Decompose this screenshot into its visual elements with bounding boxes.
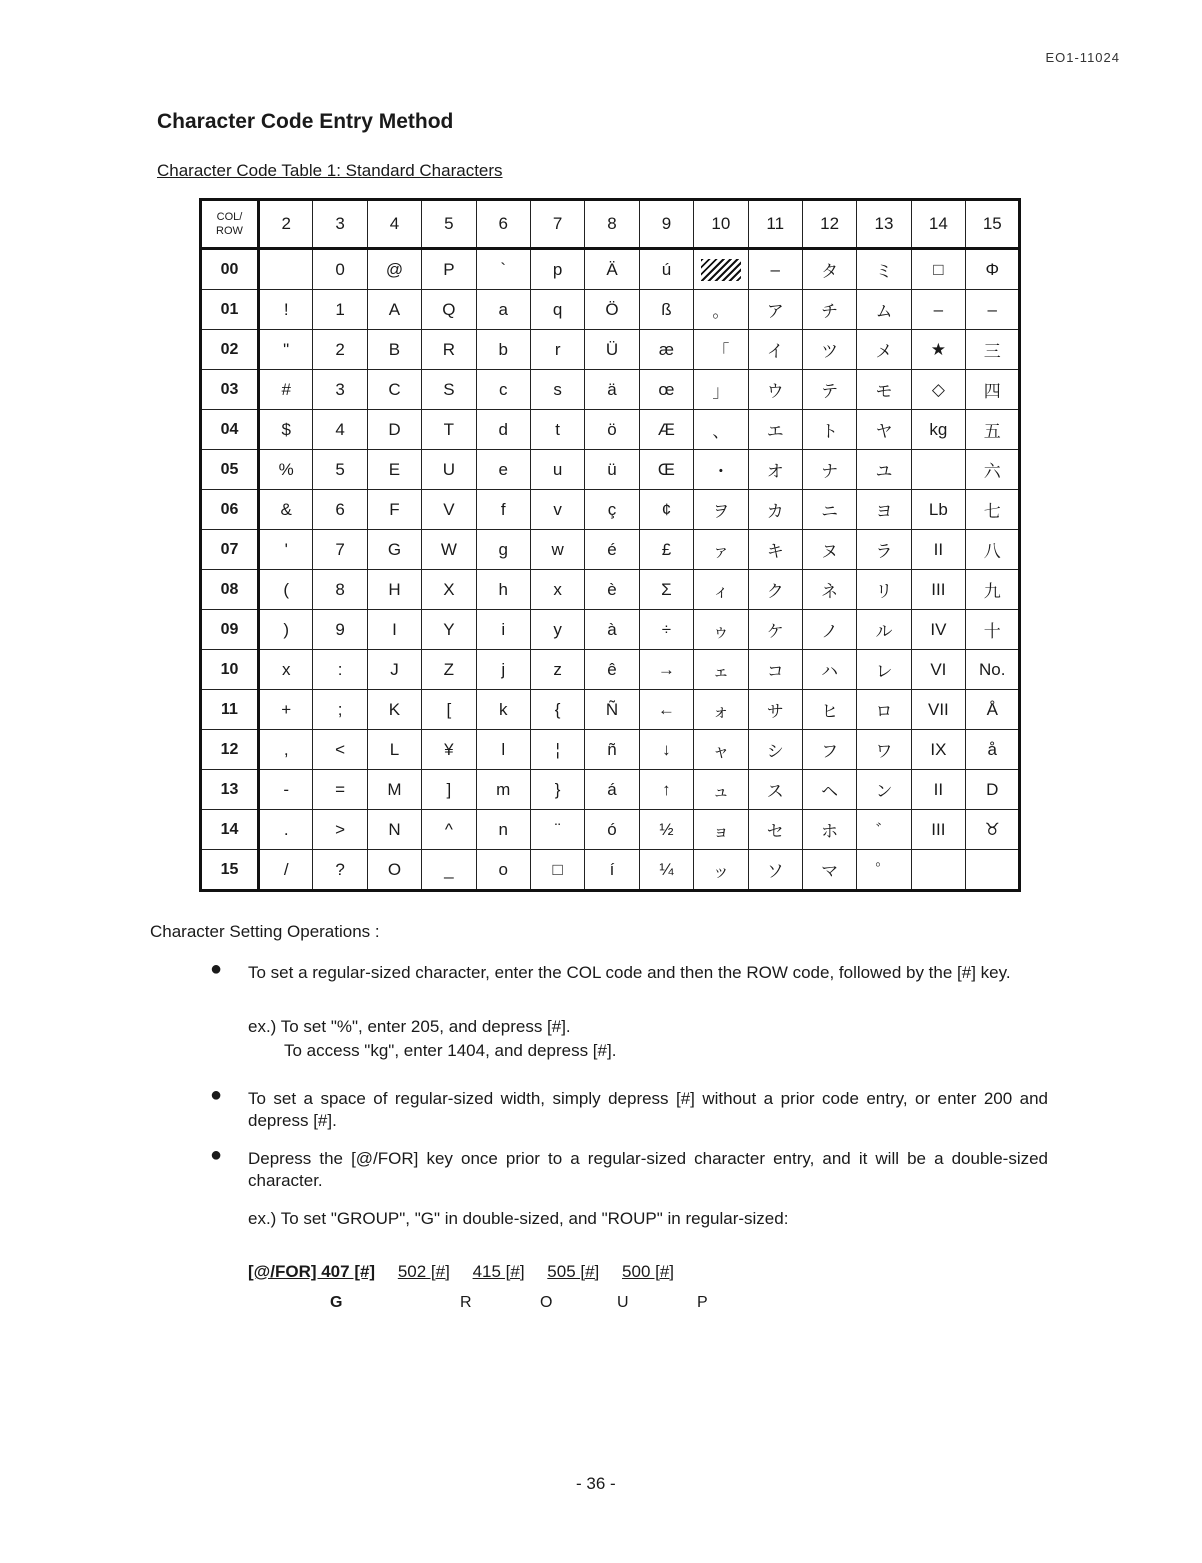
code-cell: No. [966, 650, 1020, 690]
code-cell: N [367, 810, 421, 850]
result-letter-r: R [460, 1294, 472, 1311]
code-cell: a [476, 290, 530, 330]
code-cell: レ [857, 650, 911, 690]
row-header: 10 [201, 650, 259, 690]
code-cell: K [367, 690, 421, 730]
code-cell: ) [259, 610, 313, 650]
code-cell: ル [857, 610, 911, 650]
bullet-icon: ● [210, 1144, 223, 1166]
code-cell: " [259, 330, 313, 370]
table-row [201, 370, 1020, 410]
code-cell: 7 [313, 530, 367, 570]
code-cell: ! [259, 290, 313, 330]
code-cell: ¼ [639, 850, 693, 891]
code-cell: 九 [966, 570, 1020, 610]
code-cell: ] [422, 770, 476, 810]
code-cell: Ü [585, 330, 639, 370]
code-cell: ツ [802, 330, 856, 370]
row-header: 11 [201, 690, 259, 730]
table-row [201, 410, 1020, 450]
code-cell: チ [802, 290, 856, 330]
code-cell: l [476, 730, 530, 770]
code-cell: ス [748, 770, 802, 810]
code-cell: サ [748, 690, 802, 730]
row-header: 02 [201, 330, 259, 370]
code-cell: ä [585, 370, 639, 410]
code-cell: & [259, 490, 313, 530]
code-cell: > [313, 810, 367, 850]
code-cell: ・ [694, 450, 748, 490]
code-cell: ホ [802, 810, 856, 850]
page-title: Character Code Entry Method [157, 110, 454, 133]
code-cell: ャ [694, 730, 748, 770]
code-cell: z [530, 650, 584, 690]
code-cell: H [367, 570, 421, 610]
column-header: 4 [367, 200, 421, 249]
code-cell: W [422, 530, 476, 570]
code-cell: 3 [313, 370, 367, 410]
code-cell: b [476, 330, 530, 370]
code-cell: ゜ [857, 850, 911, 891]
code-cell [694, 249, 748, 290]
code-cell: ê [585, 650, 639, 690]
bullet-text-1: To set a regular-sized character, enter the COL code and then the ROW code, followed by the [#] key. [248, 963, 1011, 982]
column-header: 7 [530, 200, 584, 249]
code-cell: c [476, 370, 530, 410]
code-cell: Ñ [585, 690, 639, 730]
code-cell: ヌ [802, 530, 856, 570]
code-cell: G [367, 530, 421, 570]
column-header: 9 [639, 200, 693, 249]
code-cell: ← [639, 690, 693, 730]
code-cell: œ [639, 370, 693, 410]
character-code-table [199, 198, 1021, 892]
code-cell: ソ [748, 850, 802, 891]
code-cell: h [476, 570, 530, 610]
code-cell: IX [911, 730, 965, 770]
code-cell: í [585, 850, 639, 891]
section-heading: Character Setting Operations : [150, 922, 380, 941]
code-cell: Å [966, 690, 1020, 730]
corner-label: COL/ ROW [201, 200, 259, 249]
code-cell: ↑ [639, 770, 693, 810]
example-1-line-2: To access "kg", enter 1404, and depress [#]. [284, 1041, 617, 1060]
table-row [201, 570, 1020, 610]
code-cell: £ [639, 530, 693, 570]
row-header: 15 [201, 850, 259, 891]
code-cell: r [530, 330, 584, 370]
code-cell: マ [802, 850, 856, 891]
code-cell: ◇ [911, 370, 965, 410]
code-cell: Æ [639, 410, 693, 450]
code-cell: n [476, 810, 530, 850]
table-row [201, 850, 1020, 891]
code-cell: P [422, 249, 476, 290]
column-header: 12 [802, 200, 856, 249]
code-cell: ッ [694, 850, 748, 891]
page-number: - 36 - [576, 1474, 616, 1493]
bullet-text-2: To set a space of regular-sized width, simply depress [#] without a prior code entry, or enter 200 and depress [#]. [248, 1089, 1048, 1130]
code-cell: ★ [911, 330, 965, 370]
code-cell: J [367, 650, 421, 690]
code-cell: ウ [748, 370, 802, 410]
table-row [201, 249, 1020, 290]
code-cell: ' [259, 530, 313, 570]
code-cell: æ [639, 330, 693, 370]
result-letter-u: U [617, 1294, 629, 1311]
sequence-step-5: 500 [#] [622, 1262, 675, 1281]
code-cell [911, 850, 965, 891]
code-cell: T [422, 410, 476, 450]
table-row [201, 770, 1020, 810]
hatched-block-icon [701, 259, 741, 281]
table-row [201, 610, 1020, 650]
table-row [201, 490, 1020, 530]
code-cell: = [313, 770, 367, 810]
code-cell: I [367, 610, 421, 650]
row-header: 08 [201, 570, 259, 610]
code-cell: m [476, 770, 530, 810]
code-cell: U [422, 450, 476, 490]
code-cell: . [259, 810, 313, 850]
code-cell: ワ [857, 730, 911, 770]
code-cell: ゛ [857, 810, 911, 850]
code-cell: VII [911, 690, 965, 730]
row-header: 14 [201, 810, 259, 850]
code-cell: kg [911, 410, 965, 450]
code-cell: i [476, 610, 530, 650]
code-cell: ム [857, 290, 911, 330]
code-cell: ¨ [530, 810, 584, 850]
code-cell: ヒ [802, 690, 856, 730]
code-cell: d [476, 410, 530, 450]
code-cell: ロ [857, 690, 911, 730]
code-cell: ^ [422, 810, 476, 850]
code-cell: 2 [313, 330, 367, 370]
code-cell: ♉ [966, 810, 1020, 850]
code-cell: _ [422, 850, 476, 891]
code-cell: å [966, 730, 1020, 770]
code-cell: + [259, 690, 313, 730]
code-cell: ↓ [639, 730, 693, 770]
code-cell: Lb [911, 490, 965, 530]
code-cell: 」 [694, 370, 748, 410]
code-cell: ォ [694, 690, 748, 730]
table-row [201, 330, 1020, 370]
code-cell: モ [857, 370, 911, 410]
code-cell: u [530, 450, 584, 490]
code-cell: á [585, 770, 639, 810]
column-header: 8 [585, 200, 639, 249]
table-row [201, 650, 1020, 690]
code-cell: – [966, 290, 1020, 330]
code-cell: タ [802, 249, 856, 290]
code-cell: à [585, 610, 639, 650]
code-cell: ½ [639, 810, 693, 850]
code-cell: O [367, 850, 421, 891]
code-cell: e [476, 450, 530, 490]
code-cell: R [422, 330, 476, 370]
code-cell: ú [639, 249, 693, 290]
result-letter-o: O [540, 1294, 553, 1311]
code-cell: カ [748, 490, 802, 530]
code-cell: → [639, 650, 693, 690]
code-cell: # [259, 370, 313, 410]
code-cell: ノ [802, 610, 856, 650]
code-cell: j [476, 650, 530, 690]
code-cell: ン [857, 770, 911, 810]
code-cell: ¢ [639, 490, 693, 530]
code-cell: ニ [802, 490, 856, 530]
result-letter-g: G [330, 1294, 343, 1311]
bullet-icon: ● [210, 1084, 223, 1106]
column-header: 2 [259, 200, 313, 249]
code-cell: III [911, 570, 965, 610]
code-cell: ハ [802, 650, 856, 690]
code-cell: Ö [585, 290, 639, 330]
table-row [201, 450, 1020, 490]
code-cell: – [748, 249, 802, 290]
code-cell: 、 [694, 410, 748, 450]
table-row [201, 730, 1020, 770]
code-cell: Φ [966, 249, 1020, 290]
row-header: 07 [201, 530, 259, 570]
code-cell: 4 [313, 410, 367, 450]
code-cell: < [313, 730, 367, 770]
result-letter-p: P [697, 1294, 708, 1311]
column-header: 3 [313, 200, 367, 249]
code-cell: 十 [966, 610, 1020, 650]
code-cell: オ [748, 450, 802, 490]
code-cell: エ [748, 410, 802, 450]
row-header: 13 [201, 770, 259, 810]
code-cell: ア [748, 290, 802, 330]
table-row [201, 690, 1020, 730]
code-cell: メ [857, 330, 911, 370]
code-cell: ュ [694, 770, 748, 810]
code-cell: Œ [639, 450, 693, 490]
code-cell: [ [422, 690, 476, 730]
table-row [201, 290, 1020, 330]
code-cell: 七 [966, 490, 1020, 530]
code-cell: □ [911, 249, 965, 290]
code-cell: ÷ [639, 610, 693, 650]
column-header: 13 [857, 200, 911, 249]
code-cell: v [530, 490, 584, 530]
code-cell: ; [313, 690, 367, 730]
sequence-step-3: 415 [#] [472, 1262, 525, 1281]
code-cell: ? [313, 850, 367, 891]
code-cell: ó [585, 810, 639, 850]
code-cell: テ [802, 370, 856, 410]
row-header: 01 [201, 290, 259, 330]
table-title: Character Code Table 1: Standard Characters [157, 161, 503, 180]
code-cell: ¥ [422, 730, 476, 770]
column-header: 6 [476, 200, 530, 249]
code-cell: p [530, 249, 584, 290]
code-cell: } [530, 770, 584, 810]
bullet-icon: ● [210, 958, 223, 980]
code-cell: □ [530, 850, 584, 891]
code-cell: ` [476, 249, 530, 290]
code-cell: 0 [313, 249, 367, 290]
code-cell: IV [911, 610, 965, 650]
code-cell: ィ [694, 570, 748, 610]
code-cell: 六 [966, 450, 1020, 490]
code-cell: C [367, 370, 421, 410]
code-cell: セ [748, 810, 802, 850]
code-cell: ケ [748, 610, 802, 650]
code-cell [966, 850, 1020, 891]
code-cell: ゥ [694, 610, 748, 650]
column-header: 5 [422, 200, 476, 249]
bullet-text-3: Depress the [@/FOR] key once prior to a regular-sized character entry, and it will be a double-sized character. [248, 1149, 1048, 1190]
code-cell: フ [802, 730, 856, 770]
code-cell: é [585, 530, 639, 570]
row-header: 09 [201, 610, 259, 650]
code-cell: w [530, 530, 584, 570]
code-cell: s [530, 370, 584, 410]
code-cell: 四 [966, 370, 1020, 410]
code-cell: $ [259, 410, 313, 450]
column-header: 15 [966, 200, 1020, 249]
code-cell: D [966, 770, 1020, 810]
table-header-row [201, 200, 1020, 249]
code-cell: 八 [966, 530, 1020, 570]
column-header: 11 [748, 200, 802, 249]
code-cell: シ [748, 730, 802, 770]
example-2: ex.) To set "GROUP", "G" in double-sized, and "ROUP" in regular-sized: [248, 1209, 789, 1228]
code-cell: t [530, 410, 584, 450]
code-cell: キ [748, 530, 802, 570]
code-cell: B [367, 330, 421, 370]
code-cell: ク [748, 570, 802, 610]
column-header: 14 [911, 200, 965, 249]
code-cell: ヤ [857, 410, 911, 450]
table-row [201, 810, 1020, 850]
code-cell: - [259, 770, 313, 810]
code-cell: { [530, 690, 584, 730]
code-cell: V [422, 490, 476, 530]
code-cell: , [259, 730, 313, 770]
code-cell [259, 249, 313, 290]
code-cell: ネ [802, 570, 856, 610]
code-cell: ö [585, 410, 639, 450]
code-cell: k [476, 690, 530, 730]
code-cell: Σ [639, 570, 693, 610]
code-cell: ¦ [530, 730, 584, 770]
row-header: 05 [201, 450, 259, 490]
code-cell: E [367, 450, 421, 490]
code-cell: 「 [694, 330, 748, 370]
code-cell: ョ [694, 810, 748, 850]
code-cell: 1 [313, 290, 367, 330]
code-cell: 5 [313, 450, 367, 490]
code-cell: ( [259, 570, 313, 610]
code-cell: % [259, 450, 313, 490]
code-cell: ト [802, 410, 856, 450]
code-cell: ラ [857, 530, 911, 570]
sequence-step-2: 502 [#] [397, 1262, 450, 1281]
code-cell: コ [748, 650, 802, 690]
code-cell: S [422, 370, 476, 410]
code-cell: 8 [313, 570, 367, 610]
code-cell: y [530, 610, 584, 650]
code-cell: ミ [857, 249, 911, 290]
code-cell: ヘ [802, 770, 856, 810]
code-cell: 。 [694, 290, 748, 330]
code-cell: g [476, 530, 530, 570]
code-cell: è [585, 570, 639, 610]
table-row [201, 530, 1020, 570]
code-cell: リ [857, 570, 911, 610]
code-cell: Q [422, 290, 476, 330]
sequence-step-1: [@/FOR] 407 [#] [248, 1262, 376, 1281]
code-cell: q [530, 290, 584, 330]
sequence-step-4: 505 [#] [547, 1262, 600, 1281]
code-cell: Z [422, 650, 476, 690]
code-cell: ç [585, 490, 639, 530]
code-cell: 五 [966, 410, 1020, 450]
code-cell: X [422, 570, 476, 610]
code-cell: f [476, 490, 530, 530]
code-cell: イ [748, 330, 802, 370]
code-cell: Y [422, 610, 476, 650]
code-cell: @ [367, 249, 421, 290]
code-cell [911, 450, 965, 490]
code-cell: ェ [694, 650, 748, 690]
code-cell: x [259, 650, 313, 690]
code-cell: ァ [694, 530, 748, 570]
code-cell: L [367, 730, 421, 770]
code-cell: 6 [313, 490, 367, 530]
code-cell: M [367, 770, 421, 810]
code-cell: ナ [802, 450, 856, 490]
row-header: 06 [201, 490, 259, 530]
code-cell: / [259, 850, 313, 891]
code-cell: II [911, 530, 965, 570]
code-cell: – [911, 290, 965, 330]
row-header: 04 [201, 410, 259, 450]
row-header: 00 [201, 249, 259, 290]
code-cell: F [367, 490, 421, 530]
code-cell: 三 [966, 330, 1020, 370]
code-cell: ヨ [857, 490, 911, 530]
code-cell: A [367, 290, 421, 330]
code-cell: D [367, 410, 421, 450]
code-cell: III [911, 810, 965, 850]
code-cell: ヲ [694, 490, 748, 530]
code-cell: : [313, 650, 367, 690]
code-cell: VI [911, 650, 965, 690]
row-header: 03 [201, 370, 259, 410]
code-cell: x [530, 570, 584, 610]
code-cell: II [911, 770, 965, 810]
code-cell: ユ [857, 450, 911, 490]
code-cell: ñ [585, 730, 639, 770]
document-id: EO1-11024 [1045, 50, 1120, 65]
code-cell: o [476, 850, 530, 891]
key-sequence [248, 1262, 692, 1282]
code-cell: ß [639, 290, 693, 330]
row-header: 12 [201, 730, 259, 770]
code-cell: Ä [585, 249, 639, 290]
code-cell: 9 [313, 610, 367, 650]
code-cell: ü [585, 450, 639, 490]
example-1-line-1: ex.) To set "%", enter 205, and depress [#]. [248, 1017, 571, 1036]
column-header: 10 [694, 200, 748, 249]
